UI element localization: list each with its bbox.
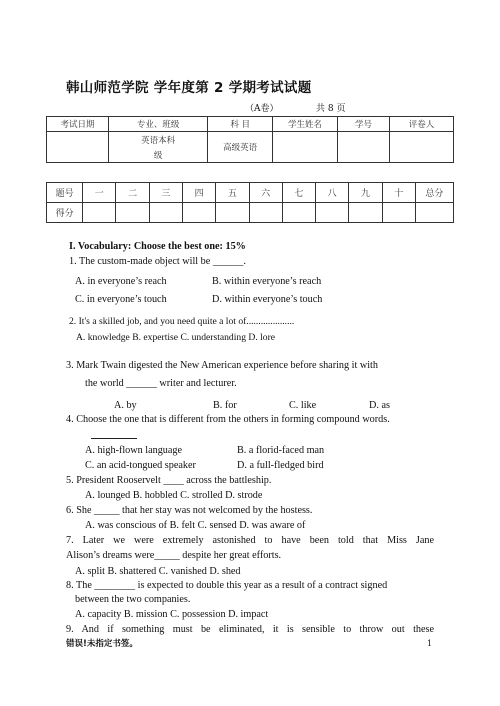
- q6-options: A. was conscious of B. felt C. sensed D. was aware of: [85, 520, 306, 531]
- q8-stem-line-2: between the two companies.: [75, 594, 191, 605]
- student-name-cell: [273, 132, 338, 163]
- q3-option-c: C. like: [289, 400, 317, 411]
- grader-cell: [390, 132, 454, 163]
- q1-option-d: D. within everyone’s touch: [212, 294, 323, 305]
- major-class-cell: [108, 132, 207, 163]
- score-cell: [216, 203, 249, 223]
- score-table: [46, 182, 454, 223]
- q3-stem-line-1: 3. Mark Twain digested the New American experience before sharing it with: [66, 360, 378, 371]
- q1-option-b: B. within everyone’s reach: [212, 276, 322, 287]
- score-header-7: 七: [282, 183, 315, 203]
- q1-option-a: A. in everyone’s reach: [75, 276, 167, 287]
- q3-option-a: A. by: [114, 400, 137, 411]
- score-header-4: 四: [182, 183, 215, 203]
- q7-options: A. split B. shattered C. vanished D. shed: [75, 566, 241, 577]
- q4-option-d: D. a full-fledged bird: [237, 460, 324, 471]
- score-header-3: 三: [149, 183, 182, 203]
- major-line-1: 英语本科: [141, 135, 176, 146]
- header-exam-date: 考试日期: [47, 117, 109, 132]
- q2-options: A. knowledge B. expertise C. understanding D. lore: [76, 332, 276, 343]
- q8-stem-line-1: 8. The ________ is expected to double this year as a result of a contract signed: [66, 580, 388, 591]
- q9-stem: 9. And if something must be eliminated, it is sensible to throw out these: [66, 624, 434, 635]
- score-header-1: 一: [83, 183, 116, 203]
- header-subject: 科 目: [208, 117, 273, 132]
- score-cell: [282, 203, 315, 223]
- q5-stem: 5. President Rooservelt ____ across the battleship.: [66, 475, 272, 486]
- score-header-label: 题号: [47, 183, 83, 203]
- score-cell: [249, 203, 282, 223]
- q2-stem: 2. It's a skilled job, and you need quite a lot of....................: [69, 316, 295, 327]
- page-number: 1: [427, 639, 433, 648]
- q4-option-b: B. a florid-faced man: [237, 445, 325, 456]
- q1-option-c: C. in everyone’s touch: [75, 294, 167, 305]
- header-major-class: 专业、班级: [108, 117, 207, 132]
- q6-stem: 6. She _____ that her stay was not welcomed by the hostess.: [66, 505, 313, 516]
- score-cell: [415, 203, 453, 223]
- q4-option-a: A. high-flown language: [85, 445, 183, 456]
- score-cell: [149, 203, 182, 223]
- q7-stem-line-1: 7. Later we were extremely astonished to have been told that Miss Jane: [66, 535, 434, 546]
- paper-type: （A卷）: [245, 104, 279, 114]
- score-cell: [382, 203, 415, 223]
- page-count: 共 8 页: [316, 104, 346, 114]
- q3-option-d: D. as: [369, 400, 390, 411]
- subject-cell: 高级英语: [208, 132, 273, 163]
- score-header-total: 总分: [415, 183, 453, 203]
- q4-answer-blank: [91, 438, 137, 439]
- student-id-cell: [337, 132, 389, 163]
- exam-info-table: [46, 116, 454, 163]
- score-header-5: 五: [216, 183, 249, 203]
- score-header-2: 二: [116, 183, 149, 203]
- header-student-id: 学号: [337, 117, 389, 132]
- section-heading: I. Vocabulary: Choose the best one: 15%: [69, 241, 246, 252]
- q1-stem: 1. The custom-made object will be ______.: [69, 256, 246, 267]
- major-line-2: 级: [153, 150, 163, 161]
- header-grader: 评卷人: [390, 117, 454, 132]
- q7-stem-line-2: Alison’s dreams were_____ despite her great efforts.: [66, 550, 282, 561]
- score-header-9: 九: [349, 183, 382, 203]
- score-row-label: 得分: [47, 203, 83, 223]
- score-cell: [316, 203, 349, 223]
- score-cell: [349, 203, 382, 223]
- score-cell: [116, 203, 149, 223]
- q3-option-b: B. for: [213, 400, 237, 411]
- score-cell: [83, 203, 116, 223]
- q4-option-c: C. an acid-tongued speaker: [85, 460, 196, 471]
- score-header-10: 十: [382, 183, 415, 203]
- footer-note: 错误!未指定书签。: [66, 639, 138, 649]
- header-student-name: 学生姓名: [273, 117, 338, 132]
- q3-stem-line-2: the world ______ writer and lecturer.: [85, 378, 237, 389]
- q8-options: A. capacity B. mission C. possession D. impact: [75, 609, 269, 620]
- score-cell: [182, 203, 215, 223]
- page-title: 韩山师范学院 学年度第 2 学期考试试题: [66, 80, 312, 96]
- score-header-8: 八: [316, 183, 349, 203]
- score-header-6: 六: [249, 183, 282, 203]
- q5-options: A. lounged B. hobbled C. strolled D. strode: [85, 490, 263, 501]
- exam-date-cell: [47, 132, 109, 163]
- q4-stem: 4. Choose the one that is different from the others in forming compound words.: [66, 414, 390, 425]
